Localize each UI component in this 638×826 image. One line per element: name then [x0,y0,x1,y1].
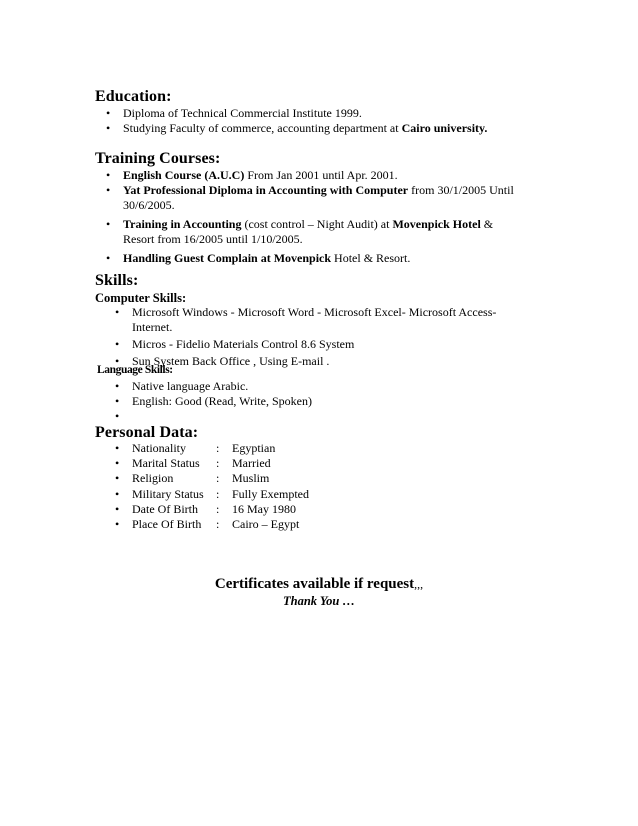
bullet-icon: • [115,441,120,455]
computer-skills-list [115,305,497,369]
separator: : [216,441,220,455]
certificates-tail: ,,, [414,577,424,591]
training-item-tail: & [480,217,494,231]
list-item [115,409,312,424]
list-item [115,379,312,394]
date-of-birth-value: 16 May 1980 [232,501,296,516]
list-item [115,471,392,486]
thank-you-note: Thank You … [282,594,355,608]
bullet-icon: • [115,471,120,486]
list-item [115,394,312,409]
list-item [115,501,392,517]
bullet-icon: • [115,486,120,501]
separator: : [216,486,220,501]
list-item [106,106,487,121]
date-of-birth-label: Date Of Birth [132,501,198,516]
bullet-icon: • [106,121,111,135]
training-item-text-line2: 30/6/2005. [123,198,175,212]
bullet-icon: • [115,337,120,351]
bullet-icon: • [106,217,111,231]
bullet-icon: • [115,501,120,516]
bullet-icon: • [115,456,120,471]
list-item [115,456,392,471]
computer-skill-text: Micros - Fidelio Materials Control 8.6 System [132,337,355,351]
training-heading: Training Courses: [95,150,221,167]
bullet-icon: • [115,516,120,531]
education-item-bold: Cairo university. [401,121,488,135]
training-item-text: From Jan 2001 until Apr. 2001. [244,168,398,182]
language-skill-text: English: Good (Read, Write, Spoken) [132,394,312,408]
separator: : [216,456,220,471]
religion-value: Muslim [232,471,270,486]
military-status-value: Fully Exempted [232,486,309,501]
list-item [115,354,496,369]
training-item-bold: Handling Guest Complain at Movenpick [123,251,332,265]
computer-skill-text: Microsoft Windows - Microsoft Word - Microsoft Excel- Microsoft Access- [132,305,497,319]
training-item-bold: Yat Professional Diploma in Accounting with Computer [123,183,409,197]
personal-data-list [115,441,392,532]
list-item [106,217,514,247]
education-item-text: Studying Faculty of commerce, accounting department at [123,121,402,135]
list-item [106,183,514,213]
bullet-icon: • [115,305,120,319]
marital-status-value: Married [232,456,271,471]
list-item [106,251,514,266]
list-item [115,305,497,335]
computer-skill-text-line2: Internet. [132,320,173,334]
training-item-bold2: Movenpick Hotel [392,217,481,231]
bullet-icon: • [106,251,111,265]
education-list [106,106,488,136]
skills-heading: Skills: [95,272,139,289]
certificates-text: Certificates available if request [214,576,415,592]
training-list [106,168,514,266]
separator: : [216,501,220,516]
bullet-icon: • [106,168,111,182]
language-skills-list [115,379,312,424]
religion-label: Religion [132,471,174,486]
list-item [106,168,514,183]
certificates-note [0,576,638,593]
personal-data-heading: Personal Data: [95,424,199,441]
nationality-value: Egyptian [232,441,276,455]
list-item [115,337,496,352]
education-heading: Education: [95,88,172,105]
training-item-text-line2: Resort from 16/2005 until 1/10/2005. [123,232,303,246]
computer-skill-text: Sun System Back Office , Using E-mail . [132,354,330,368]
list-item [106,121,488,136]
place-of-birth-value: Cairo – Egypt [232,516,300,531]
education-item-text: Diploma of Technical Commercial Institute 1999. [123,106,362,120]
place-of-birth-label: Place Of Birth [132,516,202,531]
list-item [115,441,392,456]
training-item-text: from 30/1/2005 Until [408,183,514,197]
training-item-bold: English Course (A.U.C) [123,168,245,182]
bullet-icon: • [106,106,111,120]
list-item [115,486,392,502]
training-item-text: Hotel & Resort. [331,251,411,265]
marital-status-label: Marital Status [132,456,200,471]
language-skill-text: Native language Arabic. [132,379,249,393]
bullet-icon: • [115,409,120,423]
training-item-text: (cost control – Night Audit) at [241,217,393,231]
bullet-icon: • [115,379,120,393]
computer-skills-heading: Computer Skills: [95,291,187,305]
nationality-label: Nationality [132,441,186,455]
language-skills-heading: Language Skills: [97,364,173,376]
separator: : [216,516,220,531]
bullet-icon: • [115,394,120,408]
training-item-bold: Training in Accounting [123,217,242,231]
list-item [115,516,392,532]
military-status-label: Military Status [132,486,204,501]
bullet-icon: • [106,183,111,197]
bullet-icon: • [115,354,120,368]
separator: : [216,471,220,486]
